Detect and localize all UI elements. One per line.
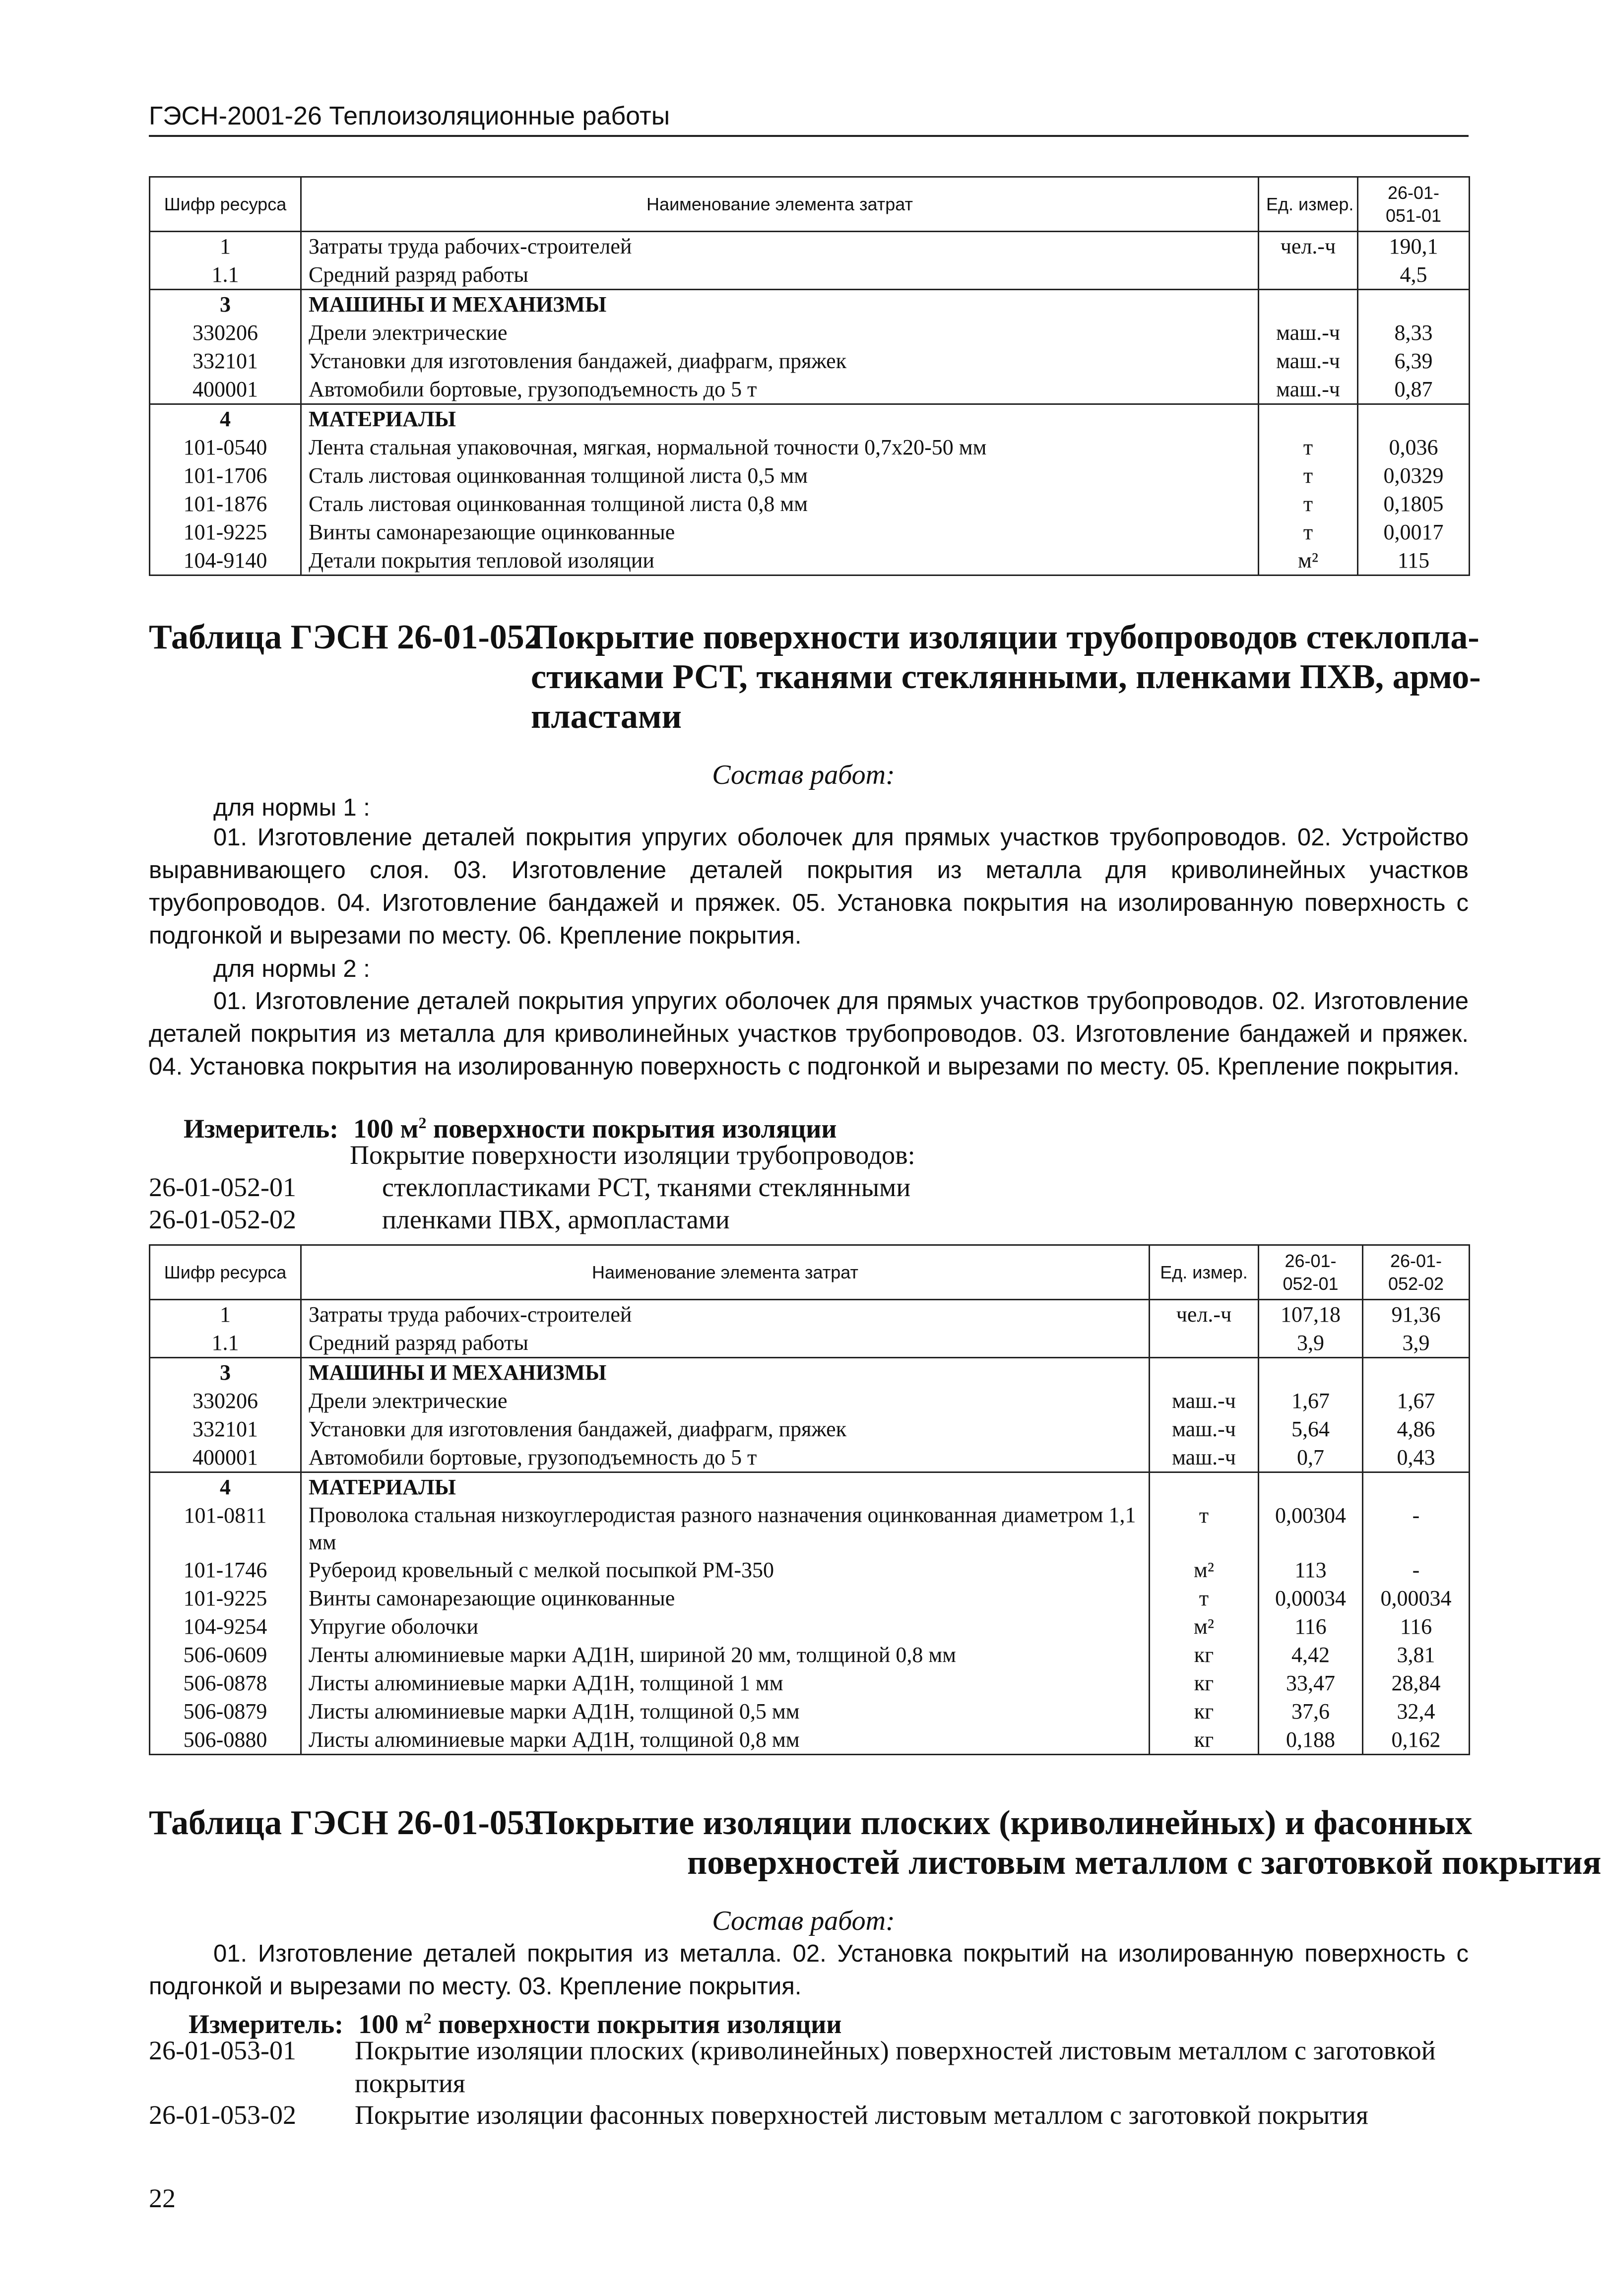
resource-unit: кг: [1150, 1697, 1259, 1725]
resource-name: Винты самонарезающие оцинкованные: [301, 518, 1259, 546]
norm-value: [1358, 404, 1470, 434]
page-number: 22: [149, 2183, 176, 2213]
resource-name: МАТЕРИАЛЫ: [301, 404, 1259, 434]
measure-rest: поверхности покрытия изоляции: [426, 1114, 837, 1144]
resource-name: Ленты алюминиевые марки АД1Н, шириной 20 мм, толщиной 0,8 мм: [301, 1641, 1150, 1669]
resource-name: Дрели электрические: [301, 1387, 1150, 1415]
resource-name: Упругие оболочки: [301, 1612, 1150, 1641]
table-row: [150, 347, 1470, 375]
header-norm: 26-01- 051-01: [1358, 177, 1470, 232]
header-norm-2: 26-01- 052-02: [1363, 1245, 1470, 1300]
resource-unit: [1259, 260, 1358, 290]
resource-name: Лента стальная упаковочная, мягкая, нормальной точности 0,7х20-50 мм: [301, 433, 1259, 461]
resource-name: Автомобили бортовые, грузоподъемность до 5 т: [301, 1443, 1150, 1472]
resource-unit: [1150, 1329, 1259, 1358]
resource-unit: маш.-ч: [1259, 347, 1358, 375]
table-row: [150, 1329, 1470, 1358]
resource-table-052: [149, 1244, 1470, 1755]
resource-code: 4: [150, 404, 301, 434]
resource-code: 101-1876: [150, 490, 301, 518]
resource-code: 4: [150, 1472, 301, 1502]
norm-code: 26-01-052-02: [149, 1205, 296, 1234]
composition-text-053: 01. Изготовление деталей покрытия из металла. 02. Установка покрытий на изолированную поверхность с подгонкой и вырезами по месту. 03. Крепление покрытия.: [149, 1940, 1469, 2000]
resource-unit: т: [1259, 433, 1358, 461]
norm-value: 37,6: [1259, 1697, 1363, 1725]
resource-unit: м²: [1259, 546, 1358, 575]
norm-value: 113: [1259, 1556, 1363, 1584]
resource-name: Сталь листовая оцинкованная толщиной листа 0,8 мм: [301, 490, 1259, 518]
table-row: [150, 1300, 1470, 1329]
norm-desc: Покрытие изоляции фасонных поверхностей листовым металлом с заготовкой покрытия: [355, 2100, 1368, 2130]
resource-name: МАТЕРИАЛЫ: [301, 1472, 1150, 1502]
table-row: [150, 1669, 1470, 1697]
resource-name: Установки для изготовления бандажей, диафрагм, пряжек: [301, 347, 1259, 375]
covering-heading: Покрытие поверхности изоляции трубопроводов:: [350, 1140, 915, 1170]
resource-code: 101-0811: [150, 1501, 301, 1556]
resource-code: 1: [150, 1300, 301, 1329]
table-title-052: [149, 618, 1488, 737]
resource-code: 104-9140: [150, 546, 301, 575]
measure-value: 100 м: [358, 2009, 424, 2039]
resource-unit: [1259, 290, 1358, 319]
resource-code: 3: [150, 290, 301, 319]
resource-unit: маш.-ч: [1150, 1443, 1259, 1472]
table-title-line1: Покрытие поверхности изоляции трубопроводов стеклопла-: [531, 618, 1479, 656]
norm-value: 116: [1259, 1612, 1363, 1641]
resource-unit: маш.-ч: [1259, 375, 1358, 404]
table-row: [150, 1358, 1470, 1387]
resource-unit: кг: [1150, 1641, 1259, 1669]
table-row: [150, 290, 1470, 319]
table-row: [150, 1641, 1470, 1669]
norm-value: 0,00034: [1259, 1584, 1363, 1612]
resource-code: 101-1706: [150, 461, 301, 490]
resource-name: Листы алюминиевые марки АД1Н, толщиной 0,5 мм: [301, 1697, 1150, 1725]
norm-value: 0,87: [1358, 375, 1470, 404]
resource-unit: маш.-ч: [1150, 1415, 1259, 1443]
norm-value: 3,9: [1363, 1329, 1470, 1358]
resource-name: Затраты труда рабочих-строителей: [301, 232, 1259, 261]
norm-value: [1363, 1472, 1470, 1502]
norm-value: 32,4: [1363, 1697, 1470, 1725]
resource-unit: т: [1259, 461, 1358, 490]
norm-code: 26-01-053-01: [149, 2036, 296, 2065]
resource-name: Затраты труда рабочих-строителей: [301, 1300, 1150, 1329]
norm-value: 190,1: [1358, 232, 1470, 261]
resource-name: Листы алюминиевые марки АД1Н, толщиной 0,8 мм: [301, 1725, 1150, 1755]
resource-name: Рубероид кровельный с мелкой посыпкой РМ-350: [301, 1556, 1150, 1584]
header-unit: Ед. измер.: [1259, 177, 1358, 232]
resource-code: 101-0540: [150, 433, 301, 461]
norm-value: 0,1805: [1358, 490, 1470, 518]
norm-value: 1,67: [1259, 1387, 1363, 1415]
resource-code: 1: [150, 232, 301, 261]
table-row: [150, 1612, 1470, 1641]
resource-code: 330206: [150, 319, 301, 347]
norm-desc: стеклопластиками РСТ, тканями стеклянными: [382, 1172, 911, 1202]
table-title-053: [149, 1803, 1602, 1883]
norm-desc: Покрытие изоляции плоских (криволинейных) поверхностей листовым металлом с заготовкой покрытия: [355, 2036, 1436, 2098]
resource-unit: [1150, 1358, 1259, 1387]
table-row: [150, 1443, 1470, 1472]
resource-code: 506-0878: [150, 1669, 301, 1697]
resource-unit: [1150, 1472, 1259, 1502]
resource-code: 400001: [150, 1443, 301, 1472]
resource-name: Средний разряд работы: [301, 1329, 1150, 1358]
header-code: Шифр ресурса: [150, 177, 301, 232]
norm-value: 0,00034: [1363, 1584, 1470, 1612]
norm-value: 3,9: [1259, 1329, 1363, 1358]
norm-value: 0,00304: [1259, 1501, 1363, 1556]
norm-value: 4,5: [1358, 260, 1470, 290]
resource-unit: кг: [1150, 1669, 1259, 1697]
resource-name: Дрели электрические: [301, 319, 1259, 347]
resource-unit: кг: [1150, 1725, 1259, 1755]
resource-code: 101-9225: [150, 518, 301, 546]
table-row: [150, 1472, 1470, 1502]
resource-name: МАШИНЫ И МЕХАНИЗМЫ: [301, 290, 1259, 319]
table-row: [150, 1556, 1470, 1584]
measure-rest: поверхности покрытия изоляции: [431, 2009, 842, 2039]
norm-value: [1358, 290, 1470, 319]
resource-code: 3: [150, 1358, 301, 1387]
resource-code: 101-1746: [150, 1556, 301, 1584]
norm-value: [1259, 1472, 1363, 1502]
table-row: [150, 319, 1470, 347]
table-row: [150, 518, 1470, 546]
header-name: Наименование элемента затрат: [301, 1245, 1150, 1300]
norm-desc: пленками ПВХ, армопластами: [382, 1205, 730, 1234]
header-name: Наименование элемента затрат: [301, 177, 1259, 232]
composition-label: Состав работ:: [712, 760, 895, 790]
table-row: [150, 490, 1470, 518]
table-row: [150, 1501, 1470, 1556]
resource-unit: т: [1259, 490, 1358, 518]
table-title-line2: стиками РСТ, тканями стеклянными, пленками ПХВ, армо-: [531, 658, 1481, 696]
norm-value: 4,86: [1363, 1415, 1470, 1443]
norm-value: 33,47: [1259, 1669, 1363, 1697]
norm-value: 3,81: [1363, 1641, 1470, 1669]
table-title-label: Таблица ГЭСН 26-01-053: [149, 1804, 542, 1842]
norm-value: 1,67: [1363, 1387, 1470, 1415]
resource-code: 101-9225: [150, 1584, 301, 1612]
resource-unit: маш.-ч: [1259, 319, 1358, 347]
norm-value: [1363, 1358, 1470, 1387]
resource-name: МАШИНЫ И МЕХАНИЗМЫ: [301, 1358, 1150, 1387]
resource-name: Листы алюминиевые марки АД1Н, толщиной 1 мм: [301, 1669, 1150, 1697]
norm-code: 26-01-053-02: [149, 2100, 296, 2130]
norm1-label: для нормы 1 :: [213, 794, 370, 821]
resource-table-051: [149, 176, 1470, 576]
resource-name: Автомобили бортовые, грузоподъемность до 5 т: [301, 375, 1259, 404]
norm-value: 0,036: [1358, 433, 1470, 461]
norm-value: 0,7: [1259, 1443, 1363, 1472]
resource-unit: маш.-ч: [1150, 1387, 1259, 1415]
norm-value: 0,162: [1363, 1725, 1470, 1755]
norm-value: 5,64: [1259, 1415, 1363, 1443]
resource-name: Средний разряд работы: [301, 260, 1259, 290]
resource-code: 506-0609: [150, 1641, 301, 1669]
resource-name: Установки для изготовления бандажей, диафрагм, пряжек: [301, 1415, 1150, 1443]
table-row: [150, 1725, 1470, 1755]
table-title-label: Таблица ГЭСН 26-01-052: [149, 618, 542, 656]
resource-code: 104-9254: [150, 1612, 301, 1641]
norm-value: -: [1363, 1501, 1470, 1556]
norm-value: 6,39: [1358, 347, 1470, 375]
norm-value: 0,0329: [1358, 461, 1470, 490]
resource-code: 400001: [150, 375, 301, 404]
resource-code: 506-0880: [150, 1725, 301, 1755]
table-row: [150, 1697, 1470, 1725]
table-row: [150, 1387, 1470, 1415]
table-row: [150, 461, 1470, 490]
resource-unit: м²: [1150, 1612, 1259, 1641]
table-row: [150, 232, 1470, 261]
resource-unit: т: [1150, 1584, 1259, 1612]
resource-code: 332101: [150, 347, 301, 375]
measure-label: Измеритель:: [189, 2009, 344, 2039]
resource-unit: чел.-ч: [1259, 232, 1358, 261]
norm-code: 26-01-052-01: [149, 1172, 296, 1202]
resource-code: 1.1: [150, 260, 301, 290]
table-title-line1: Покрытие изоляции плоских (криволинейных) и фасонных: [531, 1804, 1473, 1842]
norm-value: 0,43: [1363, 1443, 1470, 1472]
norm-value: 8,33: [1358, 319, 1470, 347]
header-unit: Ед. измер.: [1150, 1245, 1259, 1300]
norm-value: 91,36: [1363, 1300, 1470, 1329]
composition-label: Состав работ:: [712, 1906, 895, 1936]
norm-value: [1259, 1358, 1363, 1387]
norm2-text: 01. Изготовление деталей покрытия упругих оболочек для прямых участков трубопроводов. 02. Изготовление деталей покрытия из металла для криволинейных участков трубопроводов. 03. Изготовление бандажей и пряжек. 04. Установка покрытия на изолированную поверхность с подгонкой и вырезами по месту. 05. Крепление покрытия.: [149, 988, 1469, 1080]
table-row: [150, 375, 1470, 404]
table-title-line3: пластами: [531, 698, 682, 736]
resource-name: Детали покрытия тепловой изоляции: [301, 546, 1259, 575]
resource-code: 332101: [150, 1415, 301, 1443]
resource-code: 506-0879: [150, 1697, 301, 1725]
resource-unit: т: [1150, 1501, 1259, 1556]
table-title-line2: поверхностей листовым металлом с заготовкой покрытия: [687, 1844, 1602, 1882]
table-row: [150, 546, 1470, 575]
table-row: [150, 433, 1470, 461]
resource-code: 1.1: [150, 1329, 301, 1358]
norm-value: 0,0017: [1358, 518, 1470, 546]
table-row: [150, 1415, 1470, 1443]
resource-unit: т: [1259, 518, 1358, 546]
resource-name: Сталь листовая оцинкованная толщиной листа 0,5 мм: [301, 461, 1259, 490]
measure-label: Измеритель:: [184, 1114, 339, 1144]
measure-sup: 2: [418, 1114, 427, 1132]
norm-value: -: [1363, 1556, 1470, 1584]
norm-value: 107,18: [1259, 1300, 1363, 1329]
resource-unit: [1259, 404, 1358, 434]
table-row: [150, 260, 1470, 290]
norm2-label: для нормы 2 :: [213, 956, 370, 982]
header-code: Шифр ресурса: [150, 1245, 301, 1300]
norm-value: 0,188: [1259, 1725, 1363, 1755]
table-row: [150, 404, 1470, 434]
header-norm-1: 26-01- 052-01: [1259, 1245, 1363, 1300]
resource-unit: чел.-ч: [1150, 1300, 1259, 1329]
resource-name: Проволока стальная низкоуглеродистая разного назначения оцинкованная диаметром 1,1 мм: [301, 1501, 1150, 1556]
measure-sup: 2: [423, 2009, 432, 2027]
norm1-text: 01. Изготовление деталей покрытия упругих оболочек для прямых участков трубопроводов. 02. Устройство выравнивающего слоя. 03. Изготовление деталей покрытия из металла для криволинейных участков трубопроводов. 04. Изготовление бандажей и пряжек. 05. Установка покрытия на изолированную поверхность с подгонкой и вырезами по месту. 06. Крепление покрытия.: [149, 824, 1469, 949]
resource-unit: м²: [1150, 1556, 1259, 1584]
resource-code: 330206: [150, 1387, 301, 1415]
norm-value: 4,42: [1259, 1641, 1363, 1669]
norm-value: 115: [1358, 546, 1470, 575]
norm-value: 116: [1363, 1612, 1470, 1641]
running-header: ГЭСН-2001-26 Теплоизоляционные работы: [149, 99, 1469, 137]
measure-value: 100 м: [353, 1114, 419, 1144]
table-row: [150, 1584, 1470, 1612]
resource-name: Винты самонарезающие оцинкованные: [301, 1584, 1150, 1612]
norm-value: 28,84: [1363, 1669, 1470, 1697]
